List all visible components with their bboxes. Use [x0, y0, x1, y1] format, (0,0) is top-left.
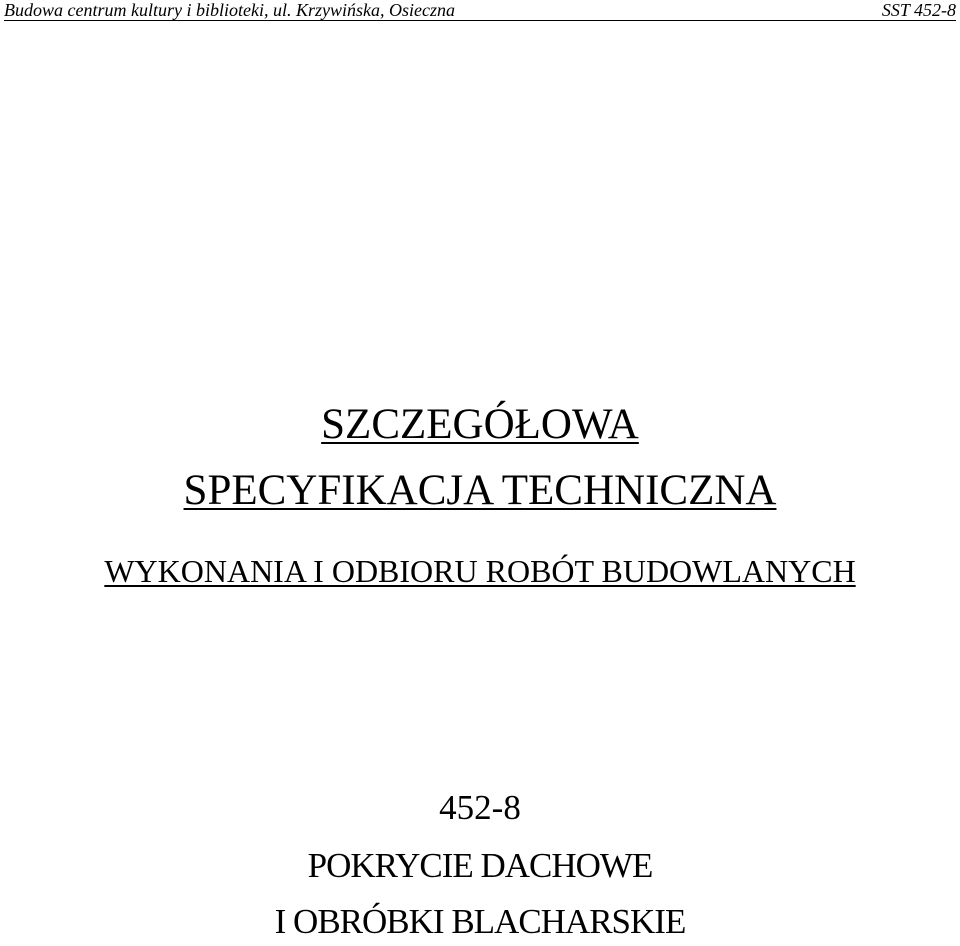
spec-name-line-1: POKRYCIE DACHOWE: [307, 846, 653, 885]
running-header: [4, 0, 956, 21]
header-project-name: Budowa centrum kultury i biblioteki, ul. Krzywińska, Osieczna: [4, 0, 455, 20]
document-title-line-1: SZCZEGÓŁOWA: [321, 401, 639, 448]
document-title-line-2: SPECYFIKACJA TECHNICZNA: [183, 467, 777, 514]
spec-code: 452-8: [439, 788, 521, 827]
header-spec-code: SST 452-8: [881, 0, 956, 20]
spec-name-line-2: I OBRÓBKI BLACHARSKIE: [274, 902, 686, 941]
document-subtitle: WYKONANIA I ODBIORU ROBÓT BUDOWLANYCH: [104, 553, 856, 589]
